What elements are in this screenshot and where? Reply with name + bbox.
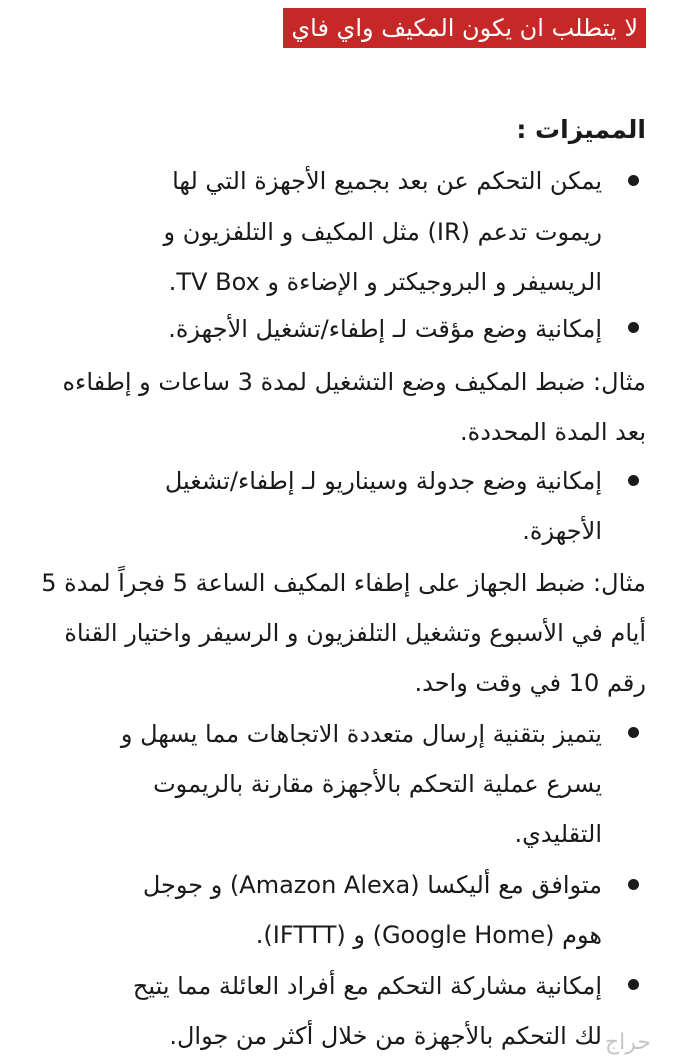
feature-5-line-1: متوافق مع أليكسا (Amazon Alexa) و جوجل — [142, 871, 602, 899]
feature-6-line-1: إمكانية مشاركة التحكم مع أفراد العائلة مما يتيح — [132, 972, 602, 1000]
bullet-icon — [628, 979, 639, 990]
example-1-line-1: مثال: ضبط المكيف وضع التشغيل لمدة 3 ساعات و إطفاءه — [62, 368, 646, 396]
bullet-icon — [628, 175, 639, 186]
feature-1-line-1: يمكن التحكم عن بعد بجميع الأجهزة التي لها — [172, 167, 602, 195]
feature-3-line-2: الأجهزة. — [522, 517, 602, 545]
feature-4-line-3: التقليدي. — [514, 820, 602, 848]
feature-4-line-2: يسرع عملية التحكم بالأجهزة مقارنة بالريموت — [153, 770, 602, 798]
feature-4-line-1: يتميز بتقنية إرسال متعددة الاتجاهات مما يسهل و — [120, 720, 602, 748]
haraj-watermark: حراج — [604, 1030, 652, 1055]
example-1-line-2: بعد المدة المحددة. — [460, 418, 646, 446]
feature-6-line-2: لك التحكم بالأجهزة من خلال أكثر من جوال. — [169, 1022, 602, 1050]
bullet-icon — [628, 727, 639, 738]
example-2-line-3: رقم 10 في وقت واحد. — [414, 669, 646, 697]
feature-1-line-3: الريسيفر و البروجيكتر و الإضاءة و TV Box. — [168, 268, 602, 296]
bullet-icon — [628, 879, 639, 890]
feature-5-line-2: هوم (Google Home) و (IFTTT). — [255, 921, 602, 949]
feature-3-line-1: إمكانية وضع جدولة وسيناريو لـ إطفاء/تشغيل — [164, 467, 602, 495]
bullet-icon — [628, 322, 639, 333]
example-2-line-2: أيام في الأسبوع وتشغيل التلفزيون و الرسيفر واختيار القناة — [64, 619, 646, 647]
features-heading: المميزات : — [516, 115, 646, 144]
bullet-icon — [628, 475, 639, 486]
wifi-notice-banner: لا يتطلب ان يكون المكيف واي فاي — [283, 8, 646, 48]
feature-1-line-2: ريموت تدعم (IR) مثل المكيف و التلفزيون و — [163, 218, 602, 246]
example-2-line-1: مثال: ضبط الجهاز على إطفاء المكيف الساعة 5 فجراً لمدة 5 — [41, 569, 646, 597]
feature-2-line-1: إمكانية وضع مؤقت لـ إطفاء/تشغيل الأجهزة. — [168, 315, 602, 343]
